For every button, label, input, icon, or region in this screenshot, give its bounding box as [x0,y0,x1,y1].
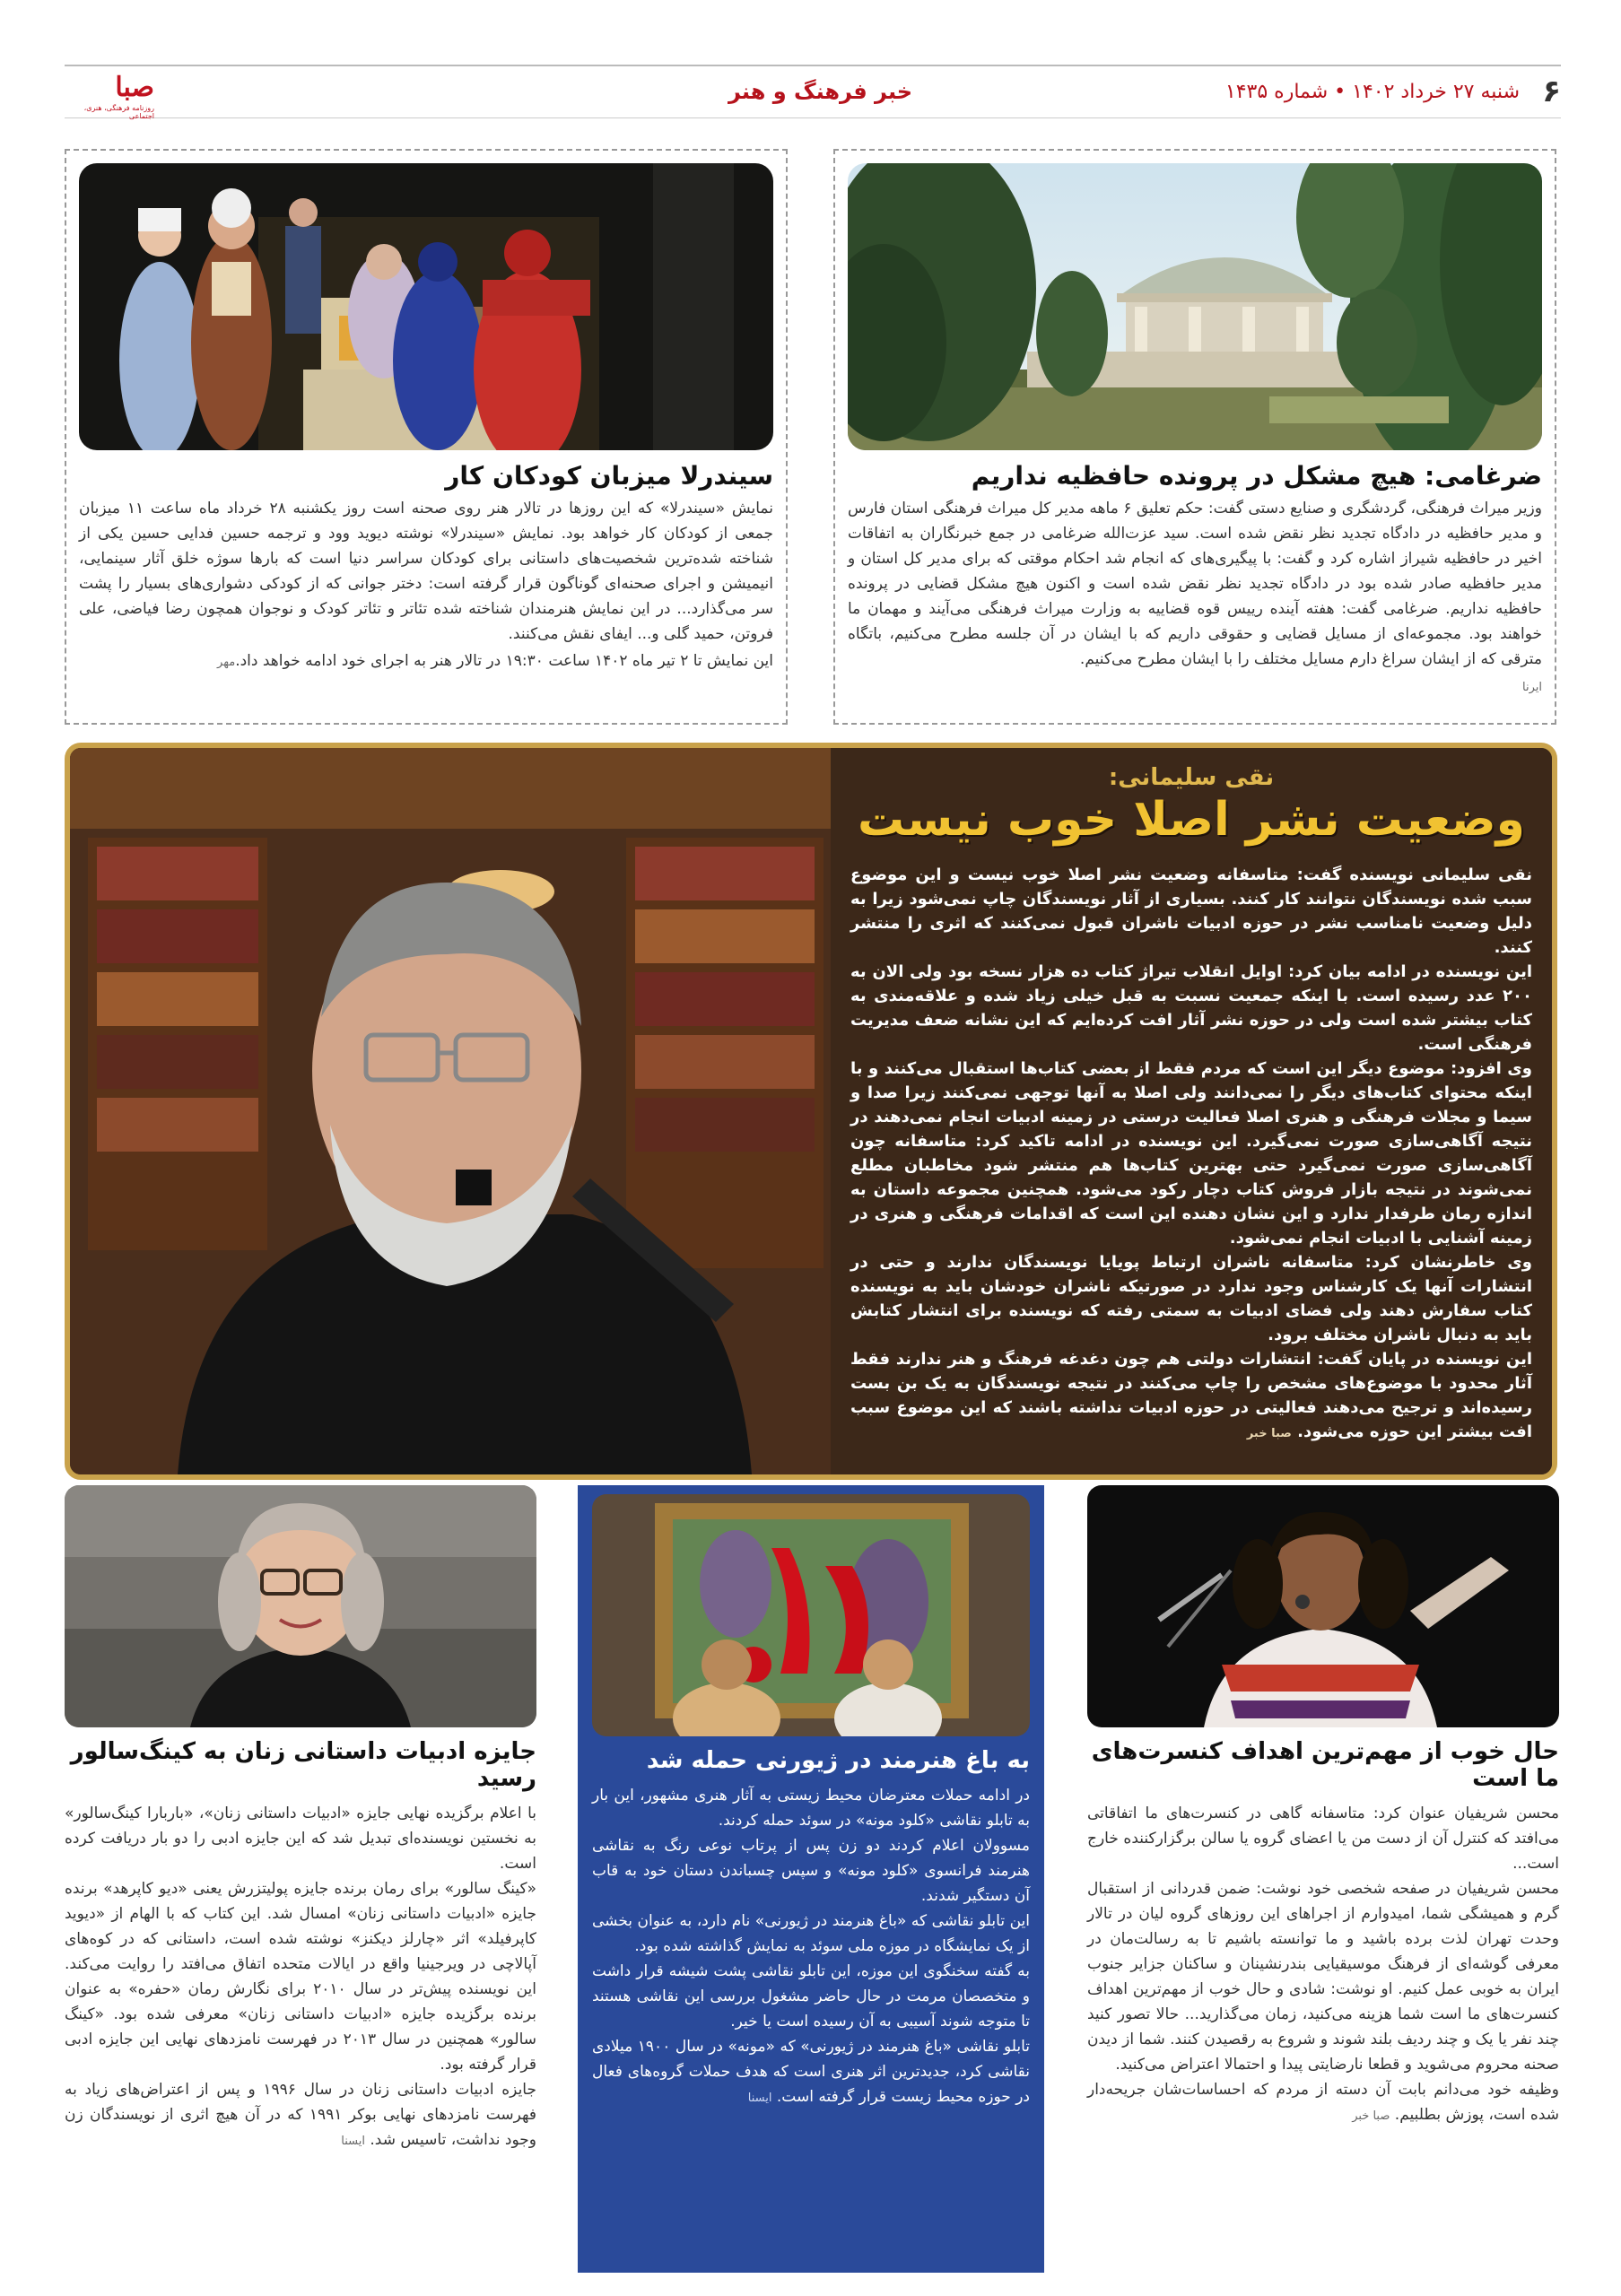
issue-info: شنبه ۲۷ خرداد ۱۴۰۲ • شماره ۱۴۳۵ [1224,81,1520,103]
cinderella-paragraph: این نمایش تا ۲ تیر ماه ۱۴۰۲ ساعت ۱۹:۳۰ در تالار هنر به اجرای خود ادامه خواهد داد.مهر [217,652,773,670]
monet-paragraph: مسوولان اعلام کردند دو زن پس از پرتاب نوعی رنگ به نقاشی هنرمند فرانسوی «کلود مونه» و سپس چسباندن دستان خود به قاب آن دستگیر شدند. [592,1837,1030,1905]
concert-paragraph: محسن شریفیان در صفحه شخصی خود نوشت: ضمن قدردانی از استقبال گرم و همیشگی شما، امیدوارم از اجراهای این روزهای گروه لیان در تالار وحدت تهران لذت برده باشید و ما توانسته باشیم تا به رسالت‌مان در معرفی گوشه‌ای از فرهنگ موسیقیایی بندرنشینان و ساکنان جزایر جنوب ایران به خوبی عمل کنیم. او نوشت: شادی و حال خوب از مهم‌ترین اهداف کنسرت‌های ما است شما هزینه می‌کنید، زمان می‌گذارید... حالا تصور کنید چند نفر یا یک و چند ردیف بلند شوند و شروع به رقصیدن کنند. شما از دیدن صحنه محروم می‌شوید و قطعا نارضایتی پیدا و احتمالا اعتراض می‌کنید. [1087,1880,1559,2074]
award-paragraph: جایزه ادبیات داستانی زنان در سال ۱۹۹۶ و پس از اعتراض‌های زیاد به فهرست نامزدهای نهایی بوکر ۱۹۹۱ که در آن هیچ اثری از نویسندگان زن وجود نداشت، تاسیس شد. ایسنا [65,2081,536,2149]
cinderella-body [79,496,773,675]
cinderella-news [65,149,788,725]
feature-paragraph: نقی سلیمانی نویسنده گفت: متاسفانه وضعیت نشر اصلا خوب نیست و این موضوع سبب شده نویسندگان نتوانند کار کنند. بسیاری از آثار نویسندگان چاپ نمی‌شود زیرا به دلیل وضعیت نامناسب نشر در حوزه ادبیات ناشران قبول نمی‌کنند که اثری را منتشر کنند. [850,865,1532,957]
award-paragraph: با اعلام برگزیده نهایی جایزه «ادبیات داستانی زنان»، «باربارا کینگ‌سالور» به نخستین نویسنده‌ای تبدیل شد که این جایزه ادبی را دو بار دریافت کرده است. [65,1805,536,1873]
feature-paragraph: این نویسنده در پایان گفت: انتشارات دولتی هم چون دغدغه فرهنگ و هنر ندارند فقط آثار محدود با موضوع‌های مشخص را چاپ می‌کنند در نتیجه نویسندگان به یک بن بست رسیده‌اند و ترجیح می‌دهند فعالیتی در حوزه ادبیات نداشته باشند که این موضوع سبب افت بیشتر این حوزه می‌شود. صبا خبر [850,1350,1532,1441]
monet-paragraph: این تابلو نقاشی که «باغ هنرمند در ژیورنی» نام دارد، به عنوان بخشی از یک نمایشگاه در موزه ملی سوئد به نمایش گذاشته شده بود. [592,1912,1030,1955]
kingsolver-portrait-image [65,1485,536,1727]
logo-text: صبا [115,72,154,103]
hafez-paragraph: وزیر میراث فرهنگی، گردشگری و صنایع دستی گفت: حکم تعلیق ۶ ماهه مدیر کل میراث فرهنگی استان فارس و مدیر حافظیه در دادگاه تجدید نظر نقض شده است. سید عزت‌الله ضرغامی در جمع خبرنگاران به اتفاقات اخیر در حافظیه شیراز اشاره کرد و گفت: با پیگیری‌های که انجام شد احکام موقتی که برای مدیر کل استان و مدیر حافظیه صادر شده بود در دادگاه تجدید نظر نقض شده است و اکنون هیچ مشکل قضایی در پرونده حافظیه نداریم. ضرغامی گفت: هفته آینده رییس قوه قضاییه به وزارت میراث فرهنگی می‌آیند و مهمان ما خواهند بود. مجموعه‌ای از مسایل قضایی و حقوقی داریم که با ایشان در آن جلسه مطرح می‌کنیم، باتگاه مترقی که از ایشان سراغ دارم مسایل مختلف را با ایشان مطرح می‌کنیم. [848,500,1542,668]
hafez-news [833,149,1556,725]
feature-body [850,863,1532,1446]
cinderella-photo [79,163,773,450]
feature-paragraph: وی خاطرنشان کرد: متاسفانه ناشران ارتباط پویایا نویسندگان ندارند و حتی در انتشارات آنها یک کارشناس وجود ندارد در صورتیکه ناشران خودشان باید به نویسنده کتاب سفارش دهند ولی فضای ادبیات به سمتی رفته که نویسنده برای انتشار کتابش باید به دنبال ناشران مختلف برود. [850,1253,1532,1344]
page-number: ۶ [1542,74,1561,109]
feature-text-panel [831,748,1552,1474]
page-header [65,65,1561,118]
feature-article [65,743,1557,1480]
concert-paragraph: وظیفه خود می‌دانم بابت آن دسته از مردم که احساسات‌شان جریحه‌دار شده است، پوزش بطلبیم. صبا خبر [1087,2081,1559,2124]
hafez-tomb-photo [848,163,1542,450]
award-paragraph: «کینگ سالور» برای رمان برنده جایزه پولیتزرش یعنی «دیو کاپرهد» برنده جایزه «ادبیات داستانی زنان» امسال شد. این کتاب که با الهام از «دیوید کاپرفیلد» اثر «چارلز دیکنز» نوشته شده است، داستانی که در کوه‌های آپالاچی در ویرجینیا واقع در ایالات متحده اتفاق می‌افتد را روایت می‌کند. این نویسنده پیش‌تر در سال ۲۰۱۰ برای نگارش رمان «حفره» به عنوان برنده برگزیده جایزه «ادبیات داستانی زنان» معرفی شده بود. «کینگ سالور» همچنین در سال ۲۰۱۳ در فهرست نامزدهای نهایی این جایزه ادبی قرار گرفته بود. [65,1880,536,2074]
newspaper-logo [65,72,154,120]
monet-body [592,1783,1030,2111]
concert-news [1087,1485,1559,2129]
concert-singer-image [1087,1485,1559,1727]
award-news [65,1485,536,2154]
monet-painting-image [592,1494,1030,1736]
monet-title: به باغ هنرمند در ژیورنی حمله شد [646,1747,1030,1774]
hafez-source: ایرنا [1522,681,1542,694]
feature-source: صبا خبر [1246,1427,1292,1440]
cinderella-source: مهر [217,656,236,669]
feature-kicker: نقی سلیمانی: [1108,764,1275,791]
award-title: جایزه ادبیات داستانی زنان به کینگ‌سالور رسید [70,1738,536,1792]
logo-subtitle: روزنامه فرهنگی، هنری، اجتماعی [83,104,154,120]
hafez-body [848,496,1542,700]
cinderella-stage-image [79,163,773,450]
award-source: ایسنا [341,2135,365,2148]
award-photo [65,1485,536,1727]
concert-body [1087,1801,1559,2129]
monet-source: ایسنا [747,2092,772,2105]
author-portrait-photo [70,748,831,1474]
section-title: خبر فرهنگ و هنر [728,79,913,104]
feature-paragraph: وی افزود: موضوع دیگر این است که مردم فقط از بعضی کتاب‌ها استقبال می‌کنند و با اینکه محتوای کتاب‌های دیگر را نمی‌دانند ولی اصلا به آنها توجهی نمی‌کنند زیرا صدا و سیما و مجلات فرهنگی و هنری اصلا فعالیت درستی در زمینه ادبیات انجام نمی‌دهند در نتیجه آگاهی‌سازی صورت نمی‌گیرد. این نویسنده در ادامه تاکید کرد: متاسفانه چون آگاهی‌سازی صورت نمی‌گیرد حتی بهترین کتاب‌ها هم منتشر شود مخاطبان مطلع نمی‌شوند در نتیجه بازار فروش کتاب دچار رکود می‌شود. همچنین مجموعه داستان به اندازه رمان طرفدار ندارد و این نشان دهنده این است که اقدامات فرهنگی و هنری در زمینه آشنایی با ادبیات انجام نمی‌شود. [850,1059,1532,1248]
award-body [65,1801,536,2154]
monet-news [578,1485,1044,2273]
hafez-title: ضرغامی: هیچ مشکل در پرونده حافظیه نداریم [971,461,1542,491]
concert-source: صبا خبر [1352,2109,1390,2123]
author-portrait-image [70,748,831,1474]
monet-paragraph: به گفته سخنگوی این موزه، این تابلو نقاشی پشت شیشه قرار داشت و متخصصان مرمت در حال حاضر مشغول بررسی این نقاشی هستند تا متوجه شوند آسیبی به آن رسیده است یا خیر. [592,1962,1030,2031]
concert-paragraph: محسن شریفیان عنوان کرد: متاسفانه گاهی در کنسرت‌های ما اتفاقاتی می‌افتد که کنترل آن از دست من یا اعضای گروه یا سالن برگزارکننده خارج است... [1087,1805,1559,1873]
monet-paragraph: تابلو نقاشی «باغ هنرمند در ژیورنی» که «مونه» در سال ۱۹۰۰ میلادی نقاشی کرد، جدیدترین اثر هنری است که هدف حملات گروه‌های فعال در حوزه محیط زیست قرار گرفته است. ایسنا [592,2038,1030,2106]
monet-paragraph: در ادامه حملات معترضان محیط زیستی به آثار هنری مشهور، این بار به تابلو نقاشی «کلود مونه» در سوئد حمله کردند. [592,1787,1030,1830]
hafez-tomb-image [848,163,1542,450]
cinderella-title: سیندرلا میزبان کودکان کار [445,461,773,491]
monet-photo [592,1494,1030,1736]
feature-title: وضعیت نشر اصلا خوب نیست [858,793,1525,847]
feature-paragraph: این نویسنده در ادامه بیان کرد: اوایل انقلاب تیراژ کتاب ده هزار نسخه بود ولی الان به ۲۰۰ عدد رسیده است. با اینکه جمعیت نسبت به قبل خیلی زیاد شده و علاقه‌مندی به کتاب بیشتر شده است ولی در حوزه نشر آثار افت کرده‌ایم که این نشانه ضعف مدیریت فرهنگی است. [850,962,1532,1054]
concert-title: حال خوب از مهم‌ترین اهداف کنسرت‌های ما است [1091,1738,1559,1792]
concert-photo [1087,1485,1559,1727]
cinderella-paragraph: نمایش «سیندرلا» که این روزها در تالار هنر روی صحنه است روز یکشنبه ۲۸ خرداد ماه ساعت ۱۱ میزبان جمعی از کودکان کار خواهد بود. نمایش «سیندرلا» نوشته دیوید وود و ترجمه حسین فدایی حسین یکی از شناخته شده‌ترین شخصیت‌های داستانی برای کودکان سراسر دنیا است که بارها سوژه خلق آثار سینمایی، انیمیشن و اجرای صحنه‌ای گوناگون قرار گرفته است: دختر جوانی که از کودکی دشواری‌های بسیار را پشت سر می‌گذارد... در این نمایش هنرمندان شناخته شده تئاتر و تئاتر کودک و نوجوان همچون رضا فیاضی، علی فروتن، حمید گلی و... ایفای نقش می‌کنند. [79,500,773,643]
